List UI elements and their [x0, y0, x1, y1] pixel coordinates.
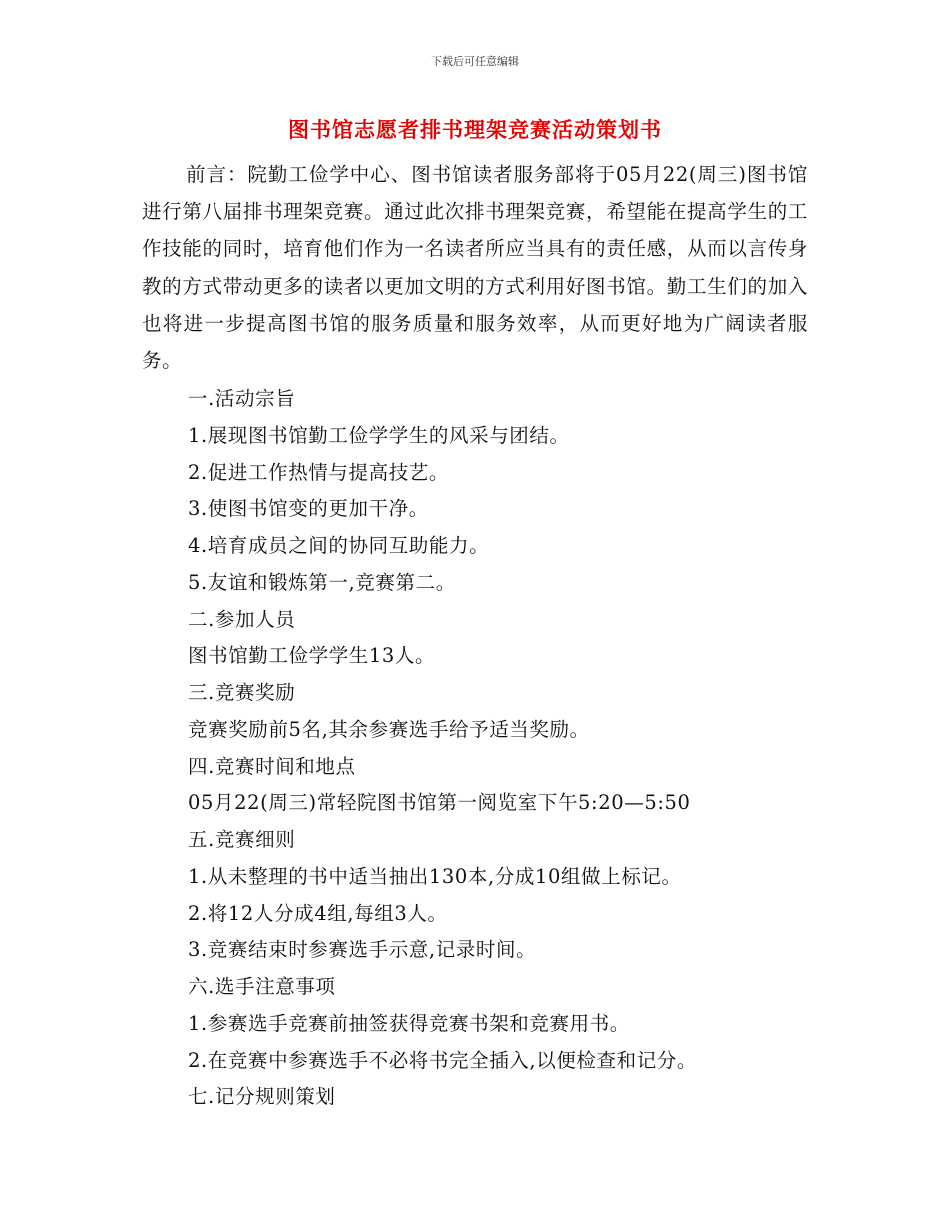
body-line: 竞赛奖励前5名,其余参赛选手给予适当奖励。: [188, 717, 590, 741]
list-item: 3.使图书馆变的更加干净。: [188, 497, 429, 521]
list-item: 4.培育成员之间的协同互助能力。: [188, 534, 490, 557]
list-item: 5.友谊和锻炼第一,竞赛第二。: [188, 570, 456, 594]
section-heading-rules: 五.竞赛细则: [188, 828, 296, 851]
header-note: 下载后可任意编辑: [431, 55, 519, 68]
section-heading-participants: 二.参加人员: [188, 607, 296, 631]
section-heading-purpose: 一.活动宗旨: [188, 387, 296, 410]
body-line: 图书馆勤工俭学学生13人。: [188, 644, 436, 668]
list-item: 1.展现图书馆勤工俭学学生的风采与团结。: [188, 423, 570, 447]
document-title: 图书馆志愿者排书理架竞赛活动策划书: [288, 118, 662, 142]
intro-paragraph: 前言：院勤工俭学中心、图书馆读者服务部将于05月22(周三)图书馆进行第八届排书理架竞赛。通过此次排书理架竞赛，希望能在提高学生的工作技能的同时，培育他们作为一名读者所应当具有的责任感，从而以言传身教的方式带动更多的读者以更加文明的方式利用好图书馆。勤工生们的加入也将进一步提高图书馆的服务质量和服务效率，从而更好地为广阔读者服务。: [142, 163, 808, 373]
list-item: 3.竞赛结束时参赛选手示意,记录时间。: [188, 938, 537, 962]
list-item: 2.促进工作热情与提高技艺。: [188, 460, 450, 484]
body-lines: [188, 381, 828, 1116]
list-item: 1.参赛选手竞赛前抽签获得竞赛书架和竞赛用书。: [188, 1011, 630, 1035]
section-heading-scoring: 七.记分规则策划: [188, 1085, 336, 1109]
list-item: 1.从未整理的书中适当抽出130本,分成10组做上标记。: [188, 864, 682, 888]
body-line: 05月22(周三)常轻院图书馆第一阅览室下午5:20—5:50: [188, 791, 691, 815]
section-heading-notes: 六.选手注意事项: [188, 975, 336, 998]
list-item: 2.在竞赛中参赛选手不必将书完全插入,以便检查和记分。: [188, 1048, 698, 1072]
section-heading-awards: 三.竞赛奖励: [188, 681, 296, 704]
list-item: 2.将12人分成4组,每组3人。: [188, 901, 448, 925]
section-heading-time-place: 四.竞赛时间和地点: [188, 754, 356, 778]
